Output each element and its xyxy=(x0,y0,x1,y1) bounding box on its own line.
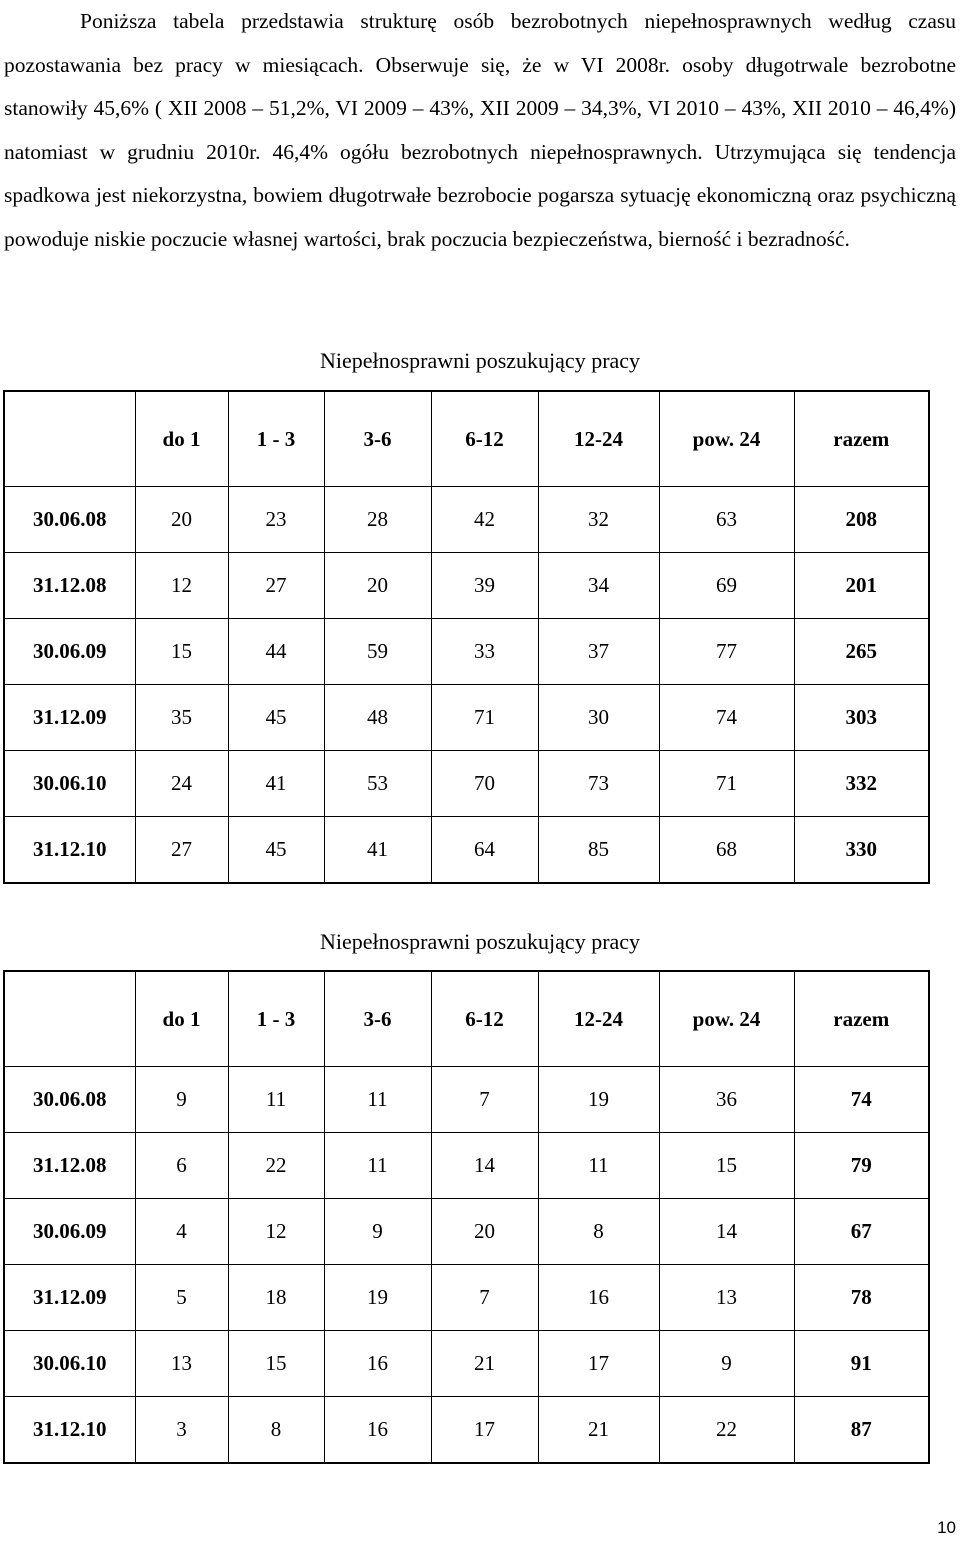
table-cell: 30 xyxy=(538,685,659,751)
table-row xyxy=(4,1397,929,1464)
table-cell: 16 xyxy=(324,1331,431,1397)
header-cell: razem xyxy=(794,391,929,487)
header-cell: 12-24 xyxy=(538,391,659,487)
table-cell: 37 xyxy=(538,619,659,685)
table-cell: 23 xyxy=(228,487,324,553)
table-cell: 74 xyxy=(659,685,794,751)
table-cell: 41 xyxy=(228,751,324,817)
table-cell: 15 xyxy=(135,619,228,685)
row-total-cell: 87 xyxy=(794,1397,929,1464)
table-cell: 9 xyxy=(324,1199,431,1265)
table-cell: 53 xyxy=(324,751,431,817)
table-cell: 20 xyxy=(431,1199,538,1265)
header-cell: 3-6 xyxy=(324,391,431,487)
header-cell: do 1 xyxy=(135,971,228,1067)
table-cell: 27 xyxy=(228,553,324,619)
table-cell: 15 xyxy=(659,1133,794,1199)
table-2 xyxy=(3,970,930,1464)
table-row xyxy=(4,685,929,751)
row-total-cell: 78 xyxy=(794,1265,929,1331)
row-total-cell: 91 xyxy=(794,1331,929,1397)
table-cell: 19 xyxy=(538,1067,659,1133)
table-row xyxy=(4,553,929,619)
table-cell: 20 xyxy=(324,553,431,619)
table-cell: 11 xyxy=(228,1067,324,1133)
table-cell: 17 xyxy=(538,1331,659,1397)
table-cell: 12 xyxy=(135,553,228,619)
table-cell: 8 xyxy=(538,1199,659,1265)
row-total-cell: 265 xyxy=(794,619,929,685)
table-cell: 20 xyxy=(135,487,228,553)
row-total-cell: 201 xyxy=(794,553,929,619)
row-date-cell: 31.12.09 xyxy=(4,685,135,751)
table-cell: 27 xyxy=(135,817,228,884)
row-date-cell: 31.12.09 xyxy=(4,1265,135,1331)
table-cell: 59 xyxy=(324,619,431,685)
table-cell: 4 xyxy=(135,1199,228,1265)
table-cell: 22 xyxy=(659,1397,794,1464)
table-1 xyxy=(3,390,930,884)
table-cell: 11 xyxy=(324,1133,431,1199)
header-cell: 6-12 xyxy=(431,971,538,1067)
table-row xyxy=(4,619,929,685)
table-cell: 42 xyxy=(431,487,538,553)
header-cell xyxy=(4,391,135,487)
row-date-cell: 31.12.08 xyxy=(4,1133,135,1199)
table-cell: 13 xyxy=(135,1331,228,1397)
row-date-cell: 30.06.08 xyxy=(4,1067,135,1133)
header-cell: 12-24 xyxy=(538,971,659,1067)
header-cell: razem xyxy=(794,971,929,1067)
table-cell: 44 xyxy=(228,619,324,685)
header-cell: 6-12 xyxy=(431,391,538,487)
intro-paragraph: Poniższa tabela przedstawia strukturę osób bezrobotnych niepełnosprawnych według czasu pozostawania bez pracy w miesiącach. Obserwuje się, że w VI 2008r. osoby długotrwale bezrobotne stanowiły 45,6% ( XII 2008 – 51,2%, VI 2009 – 43%, XII 2009 – 34,3%, VI 2010 – 43%, XII 2010 – 46,4%) natomiast w grudniu 2010r. 46,4% ogółu bezrobotnych niepełnosprawnych. Utrzymująca się tendencja spadkowa jest niekorzystna, bowiem długotrwałe bezrobocie pogarsza sytuację ekonomiczną oraz psychiczną powoduje niskie poczucie własnej wartości, brak poczucia bezpieczeństwa, bierność i bezradność. xyxy=(4,9,956,251)
row-date-cell: 30.06.09 xyxy=(4,1199,135,1265)
table-cell: 17 xyxy=(431,1397,538,1464)
table-cell: 39 xyxy=(431,553,538,619)
table-cell: 34 xyxy=(538,553,659,619)
row-total-cell: 74 xyxy=(794,1067,929,1133)
table-row xyxy=(4,817,929,884)
table-cell: 28 xyxy=(324,487,431,553)
table-1-header-row xyxy=(4,391,929,487)
table-cell: 71 xyxy=(659,751,794,817)
table-cell: 35 xyxy=(135,685,228,751)
table-cell: 5 xyxy=(135,1265,228,1331)
table-cell: 45 xyxy=(228,817,324,884)
page-number: 10 xyxy=(937,1518,956,1537)
table-cell: 11 xyxy=(538,1133,659,1199)
row-date-cell: 30.06.10 xyxy=(4,1331,135,1397)
table-cell: 12 xyxy=(228,1199,324,1265)
table-cell: 69 xyxy=(659,553,794,619)
header-cell: pow. 24 xyxy=(659,971,794,1067)
row-total-cell: 79 xyxy=(794,1133,929,1199)
table-cell: 36 xyxy=(659,1067,794,1133)
table-cell: 7 xyxy=(431,1265,538,1331)
table-cell: 64 xyxy=(431,817,538,884)
row-date-cell: 31.12.10 xyxy=(4,1397,135,1464)
table-cell: 22 xyxy=(228,1133,324,1199)
row-total-cell: 330 xyxy=(794,817,929,884)
header-cell xyxy=(4,971,135,1067)
row-date-cell: 31.12.10 xyxy=(4,817,135,884)
table-cell: 48 xyxy=(324,685,431,751)
header-cell: 1 - 3 xyxy=(228,391,324,487)
row-total-cell: 303 xyxy=(794,685,929,751)
table-cell: 14 xyxy=(659,1199,794,1265)
table-cell: 8 xyxy=(228,1397,324,1464)
table-2-title: Niepełnosprawni poszukujący pracy xyxy=(319,929,641,954)
table-cell: 21 xyxy=(538,1397,659,1464)
row-total-cell: 332 xyxy=(794,751,929,817)
row-date-cell: 30.06.10 xyxy=(4,751,135,817)
table-cell: 24 xyxy=(135,751,228,817)
table-row xyxy=(4,751,929,817)
table-cell: 71 xyxy=(431,685,538,751)
table-cell: 41 xyxy=(324,817,431,884)
header-cell: do 1 xyxy=(135,391,228,487)
table-cell: 63 xyxy=(659,487,794,553)
table-cell: 19 xyxy=(324,1265,431,1331)
table-cell: 21 xyxy=(431,1331,538,1397)
table-cell: 11 xyxy=(324,1067,431,1133)
table-cell: 15 xyxy=(228,1331,324,1397)
table-1-title: Niepełnosprawni poszukujący pracy xyxy=(319,348,641,373)
row-date-cell: 30.06.09 xyxy=(4,619,135,685)
table-cell: 33 xyxy=(431,619,538,685)
header-cell: 1 - 3 xyxy=(228,971,324,1067)
table-cell: 16 xyxy=(538,1265,659,1331)
table-cell: 14 xyxy=(431,1133,538,1199)
table-cell: 13 xyxy=(659,1265,794,1331)
table-cell: 9 xyxy=(135,1067,228,1133)
table-cell: 45 xyxy=(228,685,324,751)
table-row xyxy=(4,1265,929,1331)
header-cell: 3-6 xyxy=(324,971,431,1067)
table-cell: 77 xyxy=(659,619,794,685)
header-cell: pow. 24 xyxy=(659,391,794,487)
table-cell: 68 xyxy=(659,817,794,884)
table-cell: 7 xyxy=(431,1067,538,1133)
table-cell: 9 xyxy=(659,1331,794,1397)
row-total-cell: 67 xyxy=(794,1199,929,1265)
table-cell: 6 xyxy=(135,1133,228,1199)
table-row xyxy=(4,1199,929,1265)
row-date-cell: 31.12.08 xyxy=(4,553,135,619)
table-cell: 18 xyxy=(228,1265,324,1331)
table-2-header-row xyxy=(4,971,929,1067)
table-cell: 85 xyxy=(538,817,659,884)
row-total-cell: 208 xyxy=(794,487,929,553)
table-cell: 70 xyxy=(431,751,538,817)
table-cell: 73 xyxy=(538,751,659,817)
table-row xyxy=(4,1331,929,1397)
table-row xyxy=(4,487,929,553)
table-cell: 16 xyxy=(324,1397,431,1464)
table-row xyxy=(4,1133,929,1199)
row-date-cell: 30.06.08 xyxy=(4,487,135,553)
table-cell: 32 xyxy=(538,487,659,553)
table-cell: 3 xyxy=(135,1397,228,1464)
table-row xyxy=(4,1067,929,1133)
